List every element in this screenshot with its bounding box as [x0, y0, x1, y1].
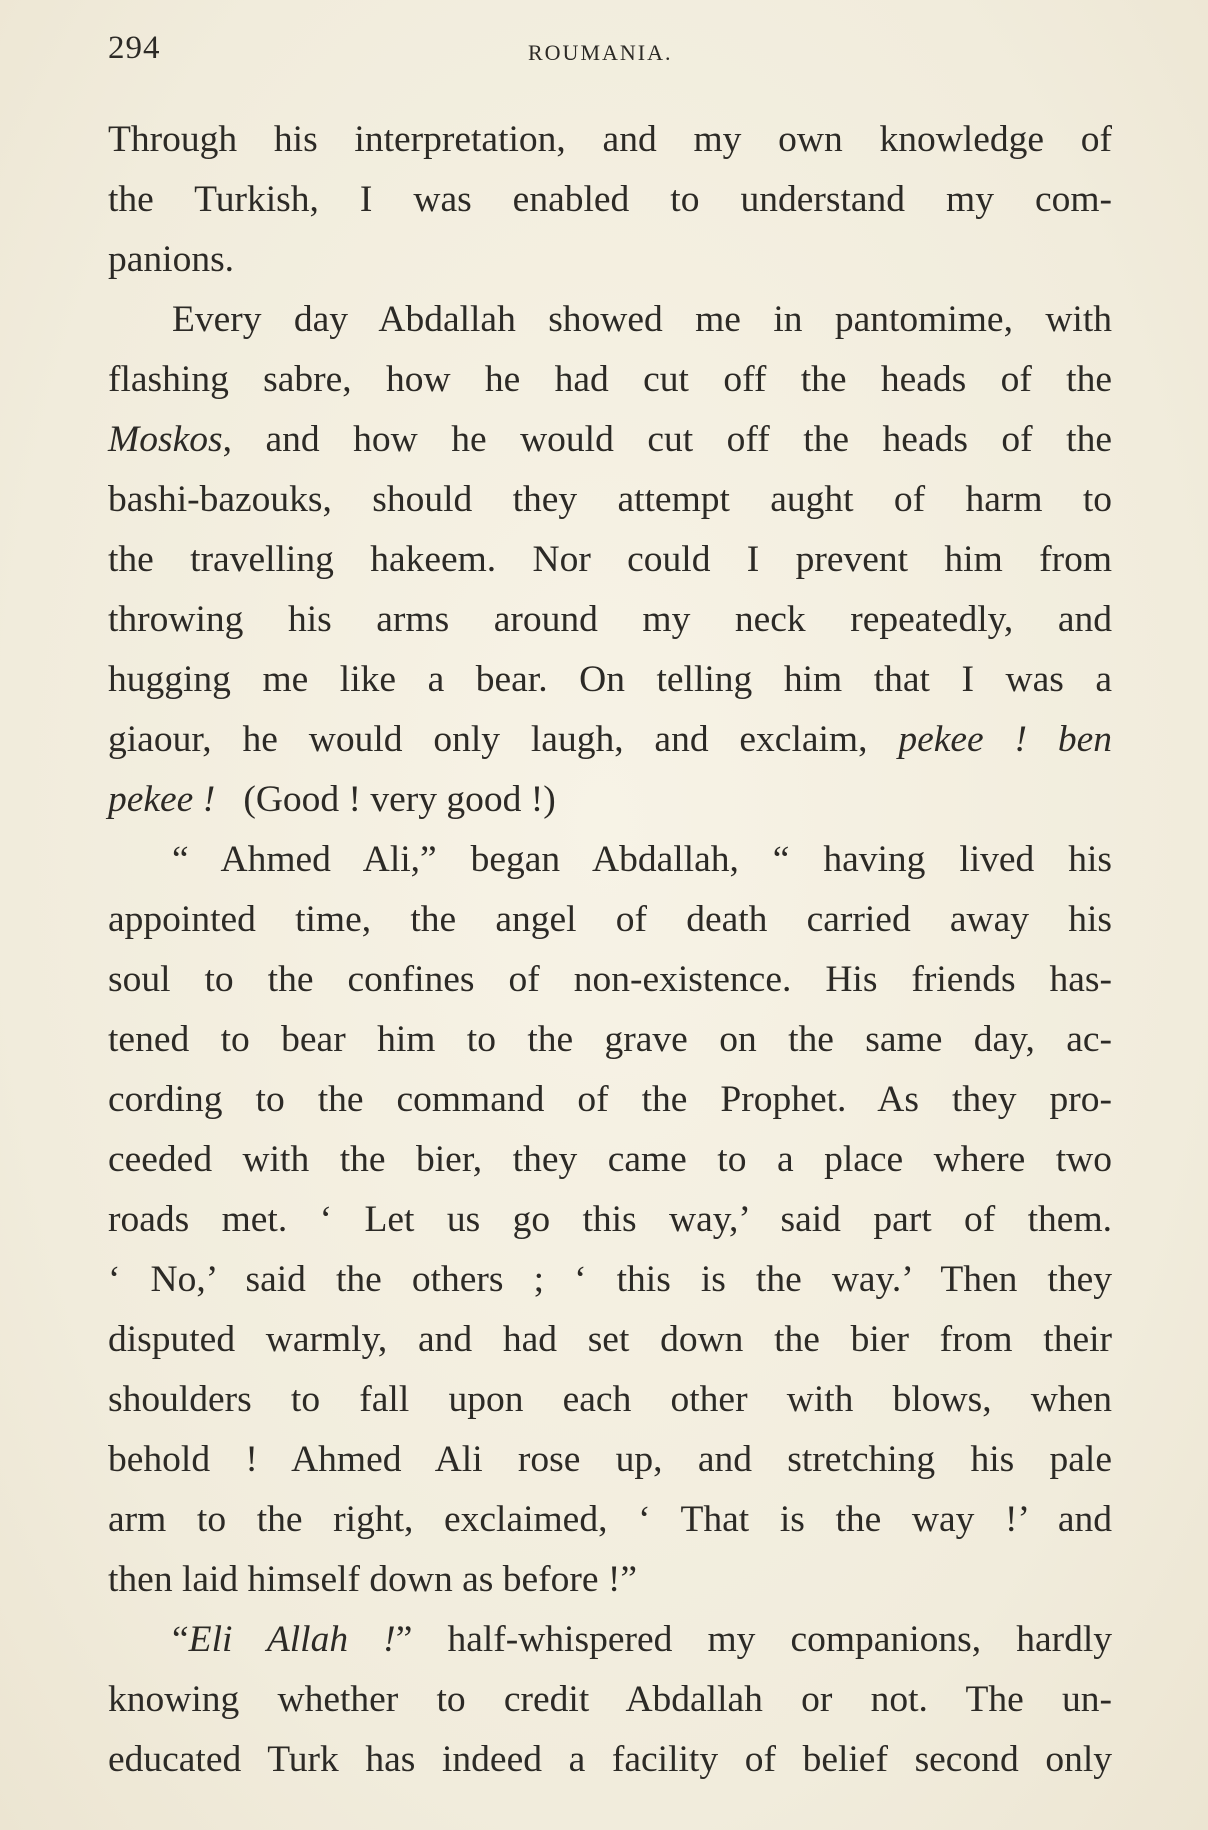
text-line: disputed warmly, and had set down the bier from their	[108, 1319, 1112, 1360]
text-fragment: (Good ! very good !)	[243, 779, 556, 820]
text-line: arm to the right, exclaimed, ‘ That is the way !’ and	[108, 1499, 1112, 1540]
body-text	[108, 110, 1112, 1790]
italic-phrase: pekee ! ben	[898, 719, 1113, 760]
text-line: Through his interpretation, and my own knowledge of	[108, 119, 1112, 160]
text-line: roads met. ‘ Let us go this way,’ said part of them.	[108, 1199, 1112, 1240]
text-fragment: giaour, he would only laugh, and exclaim,	[108, 719, 868, 760]
text-line: hugging me like a bear. On telling him that I was a	[108, 659, 1112, 700]
text-line	[108, 410, 1112, 470]
text-fragment: , and how he would cut off the heads of the	[222, 419, 1112, 460]
text-line: the Turkish, I was enabled to understand my com-	[108, 179, 1112, 220]
text-line: the travelling hakeem. Nor could I prevent him from	[108, 539, 1112, 580]
text-fragment: “	[172, 1619, 189, 1660]
text-line: then laid himself down as before !”	[108, 1559, 637, 1600]
text-line: throwing his arms around my neck repeatedly, and	[108, 599, 1112, 640]
text-line: bashi-bazouks, should they attempt aught of harm to	[108, 479, 1112, 520]
text-line: “ Ahmed Ali,” began Abdallah, “ having lived his	[172, 839, 1112, 880]
text-line: appointed time, the angel of death carried away his	[108, 899, 1112, 940]
text-line: behold ! Ahmed Ali rose up, and stretching his pale	[108, 1439, 1112, 1480]
page-header	[108, 30, 1108, 80]
text-line	[108, 770, 1112, 830]
text-line: shoulders to fall upon each other with blows, when	[108, 1379, 1112, 1420]
italic-phrase: Eli Allah !	[188, 1619, 396, 1660]
text-line: ‘ No,’ said the others ; ‘ this is the way.’ Then they	[108, 1259, 1112, 1300]
text-line: knowing whether to credit Abdallah or not. The un-	[108, 1679, 1112, 1720]
text-line	[108, 710, 1112, 770]
text-line: educated Turk has indeed a facility of belief second only	[108, 1739, 1112, 1780]
italic-word: Moskos	[108, 419, 223, 460]
page-number: 294	[108, 30, 161, 66]
text-line: cording to the command of the Prophet. As they pro-	[108, 1079, 1112, 1120]
text-line: flashing sabre, how he had cut off the heads of the	[108, 359, 1112, 400]
text-line	[108, 1610, 1112, 1670]
text-line: soul to the confines of non-existence. His friends has-	[108, 959, 1112, 1000]
italic-word: pekee !	[108, 779, 216, 820]
text-line: Every day Abdallah showed me in pantomime, with	[172, 299, 1112, 340]
text-line: tened to bear him to the grave on the same day, ac-	[108, 1019, 1112, 1060]
text-line: panions.	[108, 239, 235, 280]
text-fragment: ” half-whispered my companions, hardly	[395, 1619, 1112, 1660]
text-line: ceeded with the bier, they came to a place where two	[108, 1139, 1112, 1180]
running-head: ROUMANIA.	[528, 40, 673, 65]
